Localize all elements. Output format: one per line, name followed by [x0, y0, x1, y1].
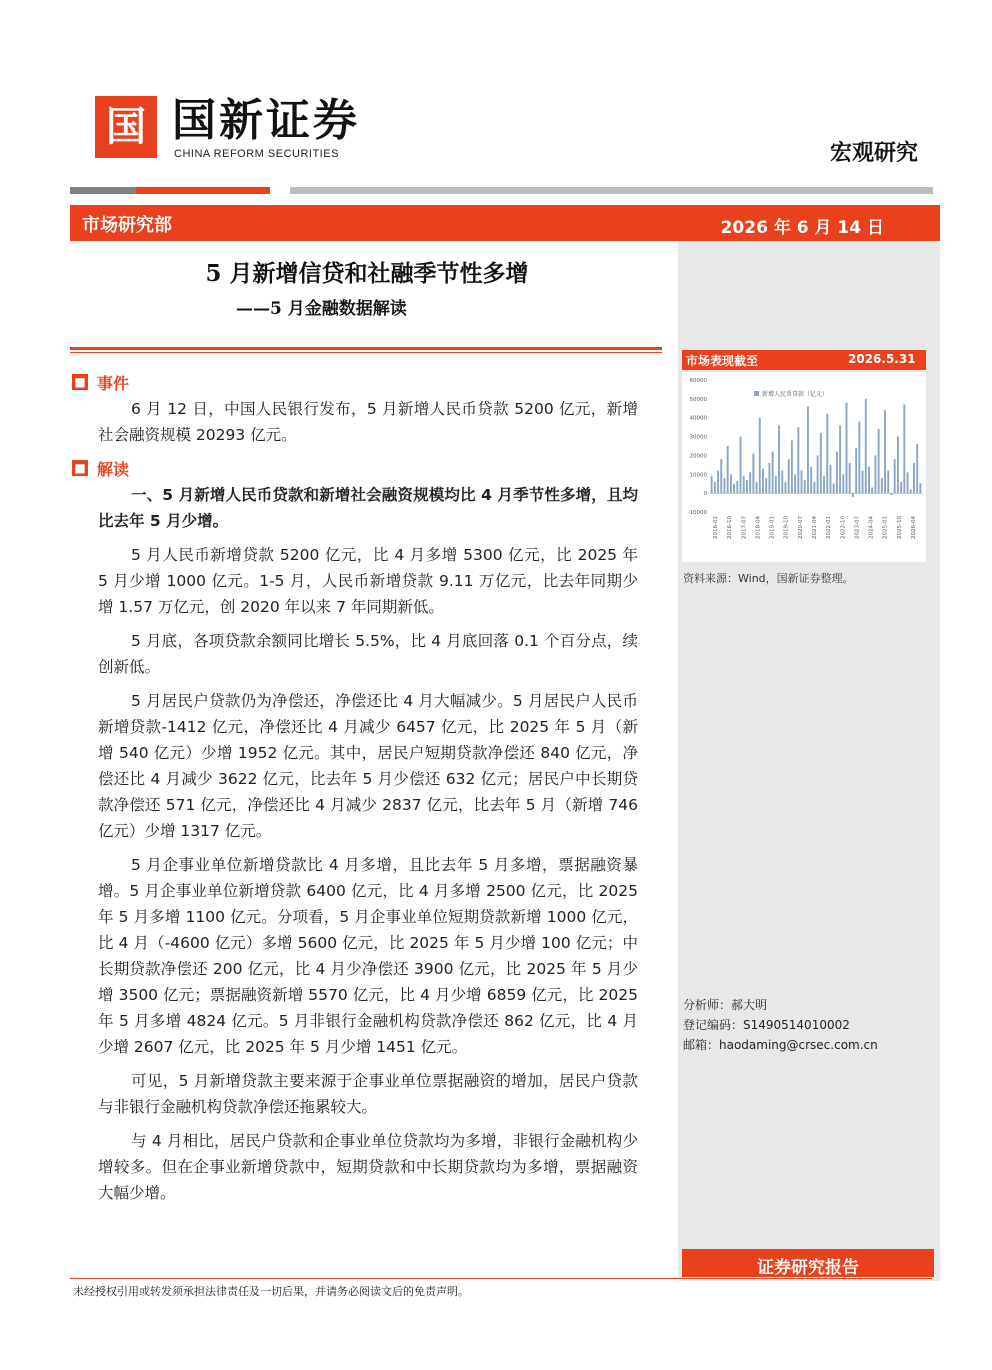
chart-bar: [839, 425, 841, 493]
chart-bar: [852, 493, 854, 497]
chart-bar: [743, 476, 745, 493]
chart-bar: [855, 448, 857, 493]
legend-label: 新增人民币贷款（亿元）: [762, 391, 829, 398]
event-body: [98, 396, 638, 456]
x-tick-label: 2016-10: [727, 516, 734, 539]
chart-bar: [813, 482, 815, 493]
chart-bar: [884, 410, 886, 493]
chart-bar: [826, 414, 828, 493]
y-tick-label: 30000: [689, 434, 707, 441]
y-tick-label: -10000: [687, 510, 707, 516]
x-tick-label: 2018-04: [755, 516, 762, 539]
chart-bar: [762, 469, 764, 494]
x-tick-label: 2025-10: [896, 516, 903, 539]
chart-bar: [794, 474, 796, 493]
interp-heading: 一、5 月新增人民币贷款和新增社会融资规模均比 4 月季节性多增，且均比去年 5 月少增。: [98, 486, 638, 530]
chart-bar: [846, 403, 848, 494]
chart-bar: [752, 454, 754, 494]
section-interp-label: 解读: [97, 460, 130, 479]
chart-bar: [801, 471, 803, 494]
chart-bar: [768, 463, 770, 493]
y-tick-label: 0: [703, 491, 707, 498]
title-rule-thin: [70, 352, 662, 353]
chart-bar: [874, 455, 876, 493]
interp-paragraph: 与 4 月相比，居民户贷款和企事业单位贷款均为多增，非银行金融机构少增较多。但在企事业新增贷款中，短期贷款和中长期贷款均为多增，票据融资大幅少增。: [98, 1132, 638, 1202]
x-tick-label: 2022-01: [826, 516, 833, 539]
x-tick-label: 2019-10: [783, 516, 790, 539]
chart-bar: [817, 455, 819, 493]
logo-english: CHINA REFORM SECURITIES: [174, 148, 339, 160]
chart-bar: [891, 493, 893, 495]
chart-bar: [788, 459, 790, 493]
y-tick-label: 20000: [689, 453, 707, 460]
chart-bar: [807, 406, 809, 493]
chart-bar: [720, 459, 722, 493]
section-event-icon: ■: [72, 374, 88, 390]
chart-bar: [778, 425, 780, 493]
chart-bar: [730, 474, 732, 493]
analyst-name: 分析师：郝大明: [683, 998, 768, 1012]
chart-bar: [842, 474, 844, 493]
chart-bar: [858, 421, 860, 493]
interp-paragraph: 可见，5 月新增贷款主要来源于企事业单位票据融资的增加，居民户贷款与非银行金融机构贷款净偿还拖累较大。: [98, 1072, 638, 1116]
chart-bar: [849, 463, 851, 493]
chart-bar: [791, 440, 793, 493]
chart-bar: [919, 483, 921, 493]
interp-paragraph: 5 月企事业单位新增贷款比 4 月多增，且比去年 5 月多增，票据融资暴增。5 月企事业单位新增贷款 6400 亿元，比 4 月多增 2500 亿元，比 2025 年 5 月多增 1100 亿元。分项看，5 月企事业单位短期贷款新增 1000 亿元，比 4 月（-4600 亿元）多增 5600 亿元，比 2025 年 5 月少增 100 亿元；中长期贷款净偿还 200 亿元，比 4 月少净偿还 3900 亿元，比 2025 年 5 月少增 3500 亿元；票据融资新增 5570 亿元，比 4 月少增 6859 亿元，比 2025 年 5 月多增 4824 亿元。5 月非银行金融机构贷款净偿还 862 亿元，比 4 月少增 2607 亿元，比 2025 年 5 月少增 1451 亿元。: [98, 856, 638, 1056]
chart-bar: [833, 484, 835, 493]
chart-bar: [733, 484, 735, 493]
footer-disclaimer: 未经授权引用或转发须承担法律责任及一切后果，并请务必阅读文后的免责声明。: [73, 1285, 469, 1298]
chart-bar: [894, 459, 896, 493]
report-type-label: 证券研究报告: [757, 1258, 859, 1278]
event-paragraph: 6 月 12 日，中国人民银行发布，5 月新增人民币贷款 5200 亿元，新增社会融资规模 20293 亿元。: [98, 400, 638, 444]
chart-bar: [775, 476, 777, 493]
page-subtitle: ——5 月金融数据解读: [236, 299, 407, 319]
y-tick-label: 60000: [689, 378, 707, 384]
interp-paragraph: 5 月人民币新增贷款 5200 亿元，比 4 月多增 5300 亿元，比 2025 年 5 月少增 1000 亿元。1-5 月，人民币新增贷款 9.11 万亿元，比去年同期少增 1.57 万亿元，创 2020 年以来 7 年同期新低。: [98, 546, 638, 616]
chart-bar: [871, 487, 873, 493]
y-tick-label: 40000: [689, 415, 707, 422]
market-title: 市场表现截至: [686, 354, 759, 368]
chart-bar: [916, 444, 918, 493]
section-event-label: 事件: [97, 374, 130, 393]
chart-bar: [785, 482, 787, 493]
chart-bar: [804, 480, 806, 493]
chart-bar: [823, 476, 825, 493]
section-interp-icon: ■: [72, 460, 88, 476]
interp-paragraph: 5 月居民户贷款仍为净偿还，净偿还比 4 月大幅减少。5 月居民户人民币新增贷款-1412 亿元，净偿还比 4 月减少 6457 亿元，比 2025 年 5 月（新增 540 亿元）少增 1952 亿元。其中，居民户短期贷款净偿还 840 亿元，净偿还比 4 月减少 3622 亿元，比去年 5 月少偿还 632 亿元；居民户中长期贷款净偿还 571 亿元，净偿还比 4 月减少 2837 亿元，比去年 5 月（新增 746 亿元）少增 1317 亿元。: [98, 692, 638, 840]
x-tick-label: 2020-07: [797, 516, 804, 539]
chart-bar: [759, 418, 761, 493]
chart-bar: [711, 476, 713, 493]
chart-source: 资料来源：Wind，国新证券整理。: [683, 572, 854, 585]
chart-bar: [903, 405, 905, 494]
chart-bar: [781, 471, 783, 494]
x-tick-label: 2017-07: [741, 516, 748, 539]
chart-bar: [907, 472, 909, 493]
chart-bar: [868, 467, 870, 493]
x-tick-label: 2023-07: [854, 516, 861, 539]
report-date: 2026 年 6 月 14 日: [720, 218, 884, 238]
x-tick-label: 2019-01: [769, 516, 776, 539]
title-rule: [70, 347, 662, 350]
y-tick-label: 10000: [689, 472, 707, 479]
y-tick-label: 50000: [689, 396, 707, 403]
chart-bar: [727, 446, 729, 493]
logo-mark: [95, 96, 157, 158]
chart-bar: [862, 471, 864, 494]
chart-bar: [772, 452, 774, 493]
footer-rule: [70, 1278, 932, 1279]
chart-bar: [746, 480, 748, 493]
market-date: 2026.5.31: [848, 352, 916, 366]
chart-bar: [717, 471, 719, 494]
x-tick-label: 2025-01: [882, 516, 889, 539]
header-rule-dark: [70, 187, 136, 194]
chart-bar: [797, 427, 799, 493]
chart-bar: [829, 465, 831, 493]
chart-bar: [714, 482, 716, 493]
interp-paragraph: 5 月底，各项贷款余额同比增长 5.5%，比 4 月底回落 0.1 个百分点，续创新低。: [98, 632, 638, 676]
legend-swatch: [754, 391, 759, 396]
chart-bar: [865, 399, 867, 493]
market-chart-svg: [682, 372, 926, 562]
x-tick-label: 2021-04: [812, 516, 818, 539]
analyst-email[interactable]: 邮箱：haodaming@crsec.com.cn: [683, 1038, 878, 1052]
logo-chinese: 国新证券: [172, 95, 360, 146]
chart-bar: [881, 478, 883, 493]
chart-bar: [820, 433, 822, 493]
header-rule-grey: [290, 187, 933, 194]
department: 市场研究部: [82, 215, 172, 236]
chart-bar: [878, 429, 880, 493]
chart-bar: [740, 437, 742, 494]
chart-bar: [913, 463, 915, 493]
x-tick-label: 2024-04: [868, 516, 875, 539]
chart-bar: [897, 437, 899, 494]
chart-bar: [910, 489, 912, 493]
chart-bar: [723, 478, 725, 493]
x-tick-label: 2016-01: [713, 516, 720, 539]
chart-bar: [756, 482, 758, 493]
interp-body: [98, 482, 638, 1214]
chart-bar: [765, 478, 767, 493]
x-tick-label: 2026-04: [910, 516, 917, 539]
header-rule-red: [136, 187, 270, 194]
chart-bar: [749, 472, 751, 493]
x-tick-label: 2022-10: [840, 516, 847, 539]
logo-glyph: 国: [106, 103, 146, 150]
page-title: 5 月新增信贷和社融季节性多增: [205, 260, 529, 287]
chart-bar: [736, 481, 738, 493]
chart-bar: [900, 482, 902, 493]
chart-bar: [836, 452, 838, 493]
report-category: 宏观研究: [829, 140, 918, 166]
chart-bar: [887, 471, 889, 494]
market-chart: [682, 372, 926, 562]
analyst-registration: 登记编码：S1490514010002: [683, 1018, 850, 1032]
chart-bar: [810, 467, 812, 493]
